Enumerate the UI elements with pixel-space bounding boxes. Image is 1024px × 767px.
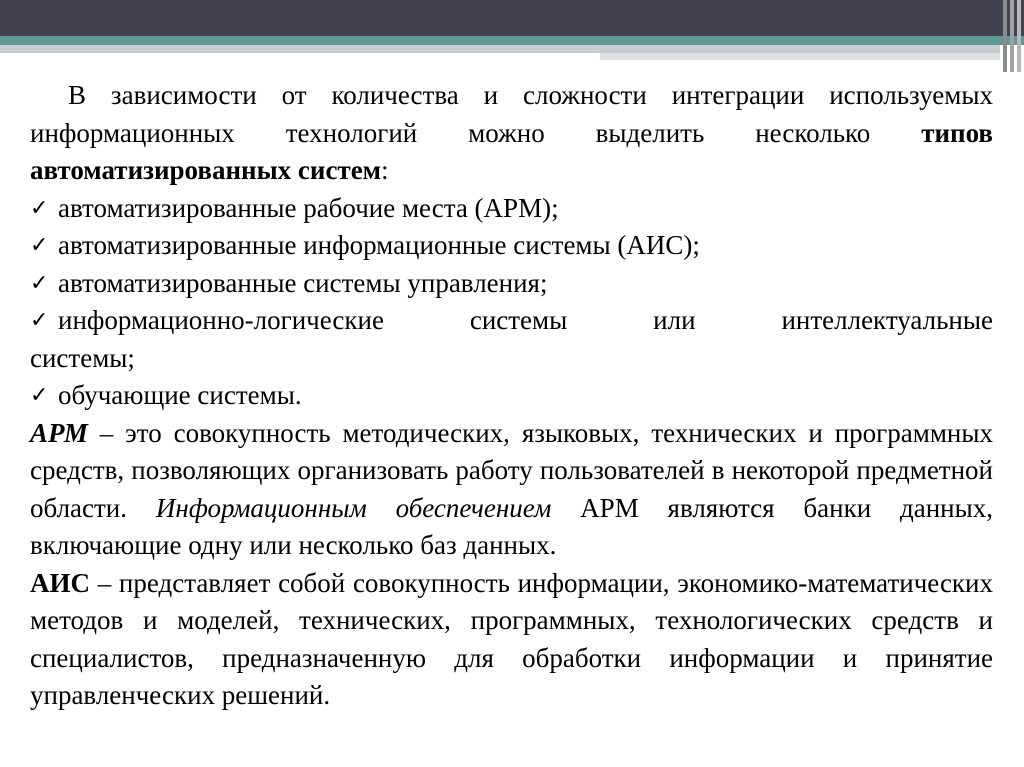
- check-icon: ✓: [30, 270, 49, 296]
- intro-text: В зависимости от количества и сложности интеграции используемых информационных технологий можно выделить несколько: [30, 80, 993, 148]
- edge-stripe: [1003, 0, 1007, 72]
- header-band-light: [600, 53, 1000, 60]
- intro-bold-text: типов автоматизированных систем: [30, 117, 993, 185]
- check-icon: ✓: [30, 195, 49, 221]
- intro-colon: :: [381, 155, 389, 185]
- list-item: [30, 227, 993, 265]
- arm-paragraph: [30, 415, 993, 565]
- ais-term: АИС: [30, 567, 90, 598]
- list-item-text: автоматизированные рабочие места (АРМ);: [58, 192, 559, 223]
- list-item: [30, 190, 993, 228]
- ais-text: – представляет собой совокупность информации, экономико-математических методов и моделей, технических, программных, технологических средств и специалистов, предназначенную для обработки информации и принятие управленческих решений.: [30, 567, 993, 710]
- list-item-text: автоматизированные информационные системы (АИС);: [58, 230, 700, 260]
- edge-stripe: [1017, 0, 1021, 72]
- list-item-text: информационно-логические системы или интеллектуальные: [58, 305, 993, 335]
- list-item: [30, 302, 993, 340]
- list-item: [30, 377, 993, 415]
- header-band-dark: [0, 0, 1024, 36]
- intro-paragraph: [30, 77, 993, 190]
- list-item: [30, 265, 993, 303]
- check-icon: ✓: [30, 383, 49, 408]
- arm-text-end: АРМ являются банки данных, включающие одну или несколько баз данных.: [30, 492, 993, 560]
- edge-stripe: [1010, 0, 1014, 72]
- check-icon: ✓: [30, 308, 49, 333]
- list-item-text: обучающие системы.: [58, 380, 302, 410]
- list-item-text: автоматизированные системы управления;: [58, 267, 548, 298]
- arm-text: – это совокупность методических, языковых, технических и программных средств, позволяющих организовать работу пользователей в некоторой предметной области.: [30, 417, 993, 523]
- arm-italic-text: Информационным обеспечением: [155, 492, 552, 523]
- list-item-continuation: системы;: [30, 342, 135, 373]
- header-band-teal: [0, 36, 1024, 45]
- header-band-grey: [0, 45, 1000, 53]
- ais-paragraph: [30, 565, 993, 715]
- slide-content: [30, 77, 993, 715]
- arm-term: АРМ: [30, 417, 88, 448]
- check-icon: ✓: [30, 233, 49, 258]
